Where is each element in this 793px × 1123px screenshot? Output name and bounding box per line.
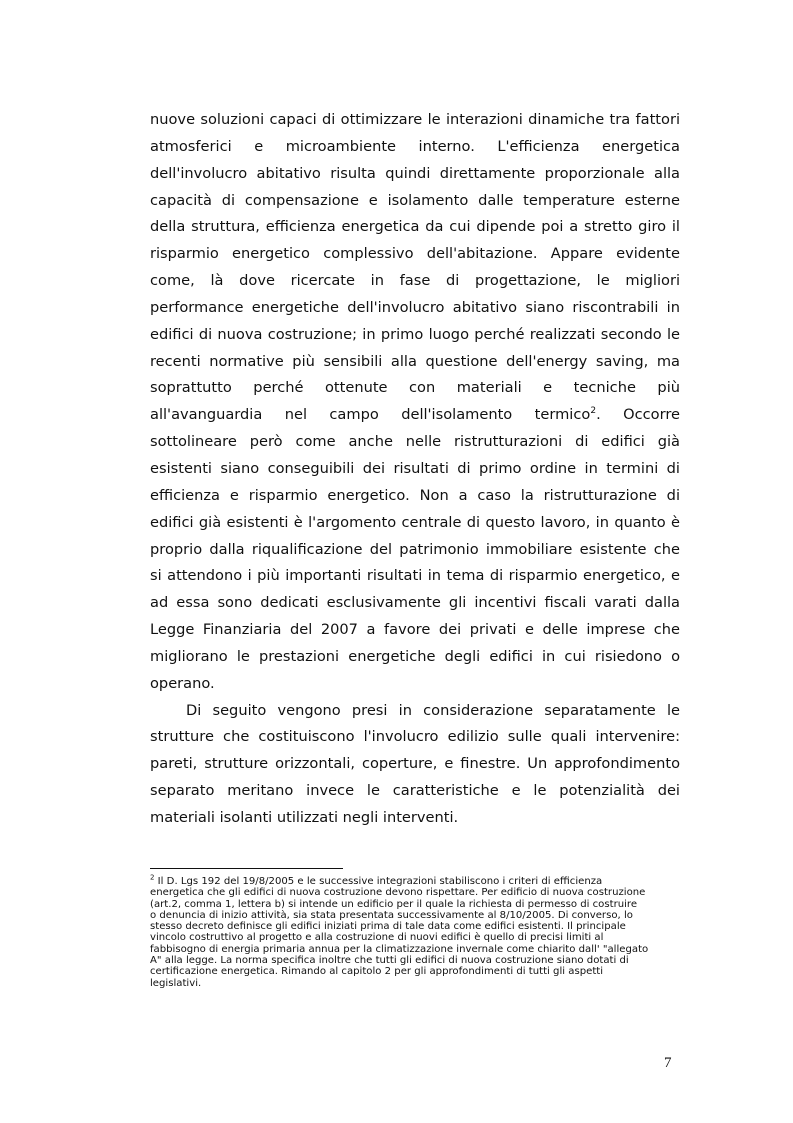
text-line: Di seguito vengono presi in considerazione separatamente le	[186, 701, 680, 719]
text-line: edifici di nuova costruzione; in primo luogo perché realizzati secondo le	[150, 325, 680, 343]
text-line: nuove soluzioni capaci di ottimizzare le interazioni dinamiche tra fattori	[150, 111, 680, 128]
text-line: Legge Finanziaria del 2007 a favore dei privati e delle imprese che	[150, 621, 680, 639]
text-line: materiali isolanti utilizzati negli interventi.	[150, 808, 459, 826]
footnote-line: o denuncia di inizio attività, sia stata presentata successivamente al 8/10/2005. Di converso, lo	[150, 909, 633, 921]
text-line: operano.	[150, 674, 215, 692]
text-line: ad essa sono dedicati esclusivamente gli incentivi fiscali varati dalla	[150, 594, 680, 612]
text-line-with-footnote-ref	[150, 402, 680, 429]
body-text	[150, 107, 680, 832]
text-line: separato meritano invece le caratteristiche e le potenzialità dei	[150, 782, 680, 800]
text-line: proprio dalla riqualificazione del patrimonio immobiliare esistente che	[150, 540, 680, 558]
footnote-line: stesso decreto definisce gli edifici iniziati prima di tale data come edifici esistenti. Il principale	[150, 921, 626, 933]
text-line: soprattutto perché ottenute con materiali e tecniche più	[150, 379, 680, 397]
footnote-line: certificazione energetica. Rimando al capitolo 2 per gli approfondimenti di tutti gli aspetti	[150, 966, 604, 978]
footnote-line	[150, 873, 680, 887]
footnote-line: vincolo costruttivo al progetto e alla costruzione di nuovi edifici è quello di precisi limiti al	[150, 932, 604, 944]
text-line: edifici già esistenti è l'argomento centrale di questo lavoro, in quanto è	[150, 513, 680, 531]
text-line: atmosferici e microambiente interno. L'efficienza energetica	[150, 137, 680, 155]
footnote	[150, 873, 680, 989]
footnote-number: 2	[150, 873, 155, 882]
footnote-separator	[150, 868, 343, 869]
footnote-text: Il D. Lgs 192 del 19/8/2005 e le successive integrazioni stabiliscono i criteri di efficienza	[154, 876, 603, 887]
text-line: sottolineare però come anche nelle ristrutturazioni di edifici già	[150, 433, 680, 451]
text-line: capacità di compensazione e isolamento dalle temperature esterne	[150, 191, 680, 209]
text-line: si attendono i più importanti risultati in tema di risparmio energetico, e	[150, 567, 680, 585]
footnote-line: legislativi.	[150, 977, 202, 989]
text-line: efficienza e risparmio energetico. Non a caso la ristrutturazione di	[150, 486, 680, 504]
text-segment: all'avanguardia nel campo dell'isolamento termico	[150, 406, 591, 424]
text-line: come, là dove ricercate in fase di progettazione, le migliori	[150, 272, 680, 290]
text-line: esistenti siano conseguibili dei risultati di primo ordine in termini di	[150, 459, 680, 477]
page-number: 7	[664, 1055, 672, 1071]
text-line: della struttura, efficienza energetica da cui dipende poi a stretto giro il	[150, 218, 680, 236]
footnote-line: energetica che gli edifici di nuova costruzione devono rispettare. Per edificio di nuova costruzione	[150, 887, 646, 899]
text-line: risparmio energetico complessivo dell'abitazione. Appare evidente	[150, 245, 680, 263]
text-line: dell'involucro abitativo risulta quindi direttamente proporzionale alla	[150, 164, 680, 182]
footnote-line: fabbisogno di energia primaria annua per la climatizzazione invernale come chiarito dall' "allegato	[150, 943, 649, 955]
text-line: recenti normative più sensibili alla questione dell'energy saving, ma	[150, 352, 680, 370]
text-line: strutture che costituiscono l'involucro edilizio sulle quali intervenire:	[150, 728, 680, 746]
text-segment: . Occorre	[596, 406, 680, 424]
text-line: pareti, strutture orizzontali, coperture, e finestre. Un approfondimento	[150, 755, 680, 773]
text-line: performance energetiche dell'involucro abitativo siano riscontrabili in	[150, 298, 680, 316]
footnote-line: A" alla legge. La norma specifica inoltre che tutti gli edifici di nuova costruzione siano dotati di	[150, 955, 629, 967]
footnote-reference[interactable]: 2	[590, 406, 597, 417]
text-line: migliorano le prestazioni energetiche degli edifici in cui risiedono o	[150, 647, 680, 665]
footnote-line: (art.2, comma 1, lettera b) si intende un edificio per il quale la richiesta di permesso di costruire	[150, 898, 638, 910]
